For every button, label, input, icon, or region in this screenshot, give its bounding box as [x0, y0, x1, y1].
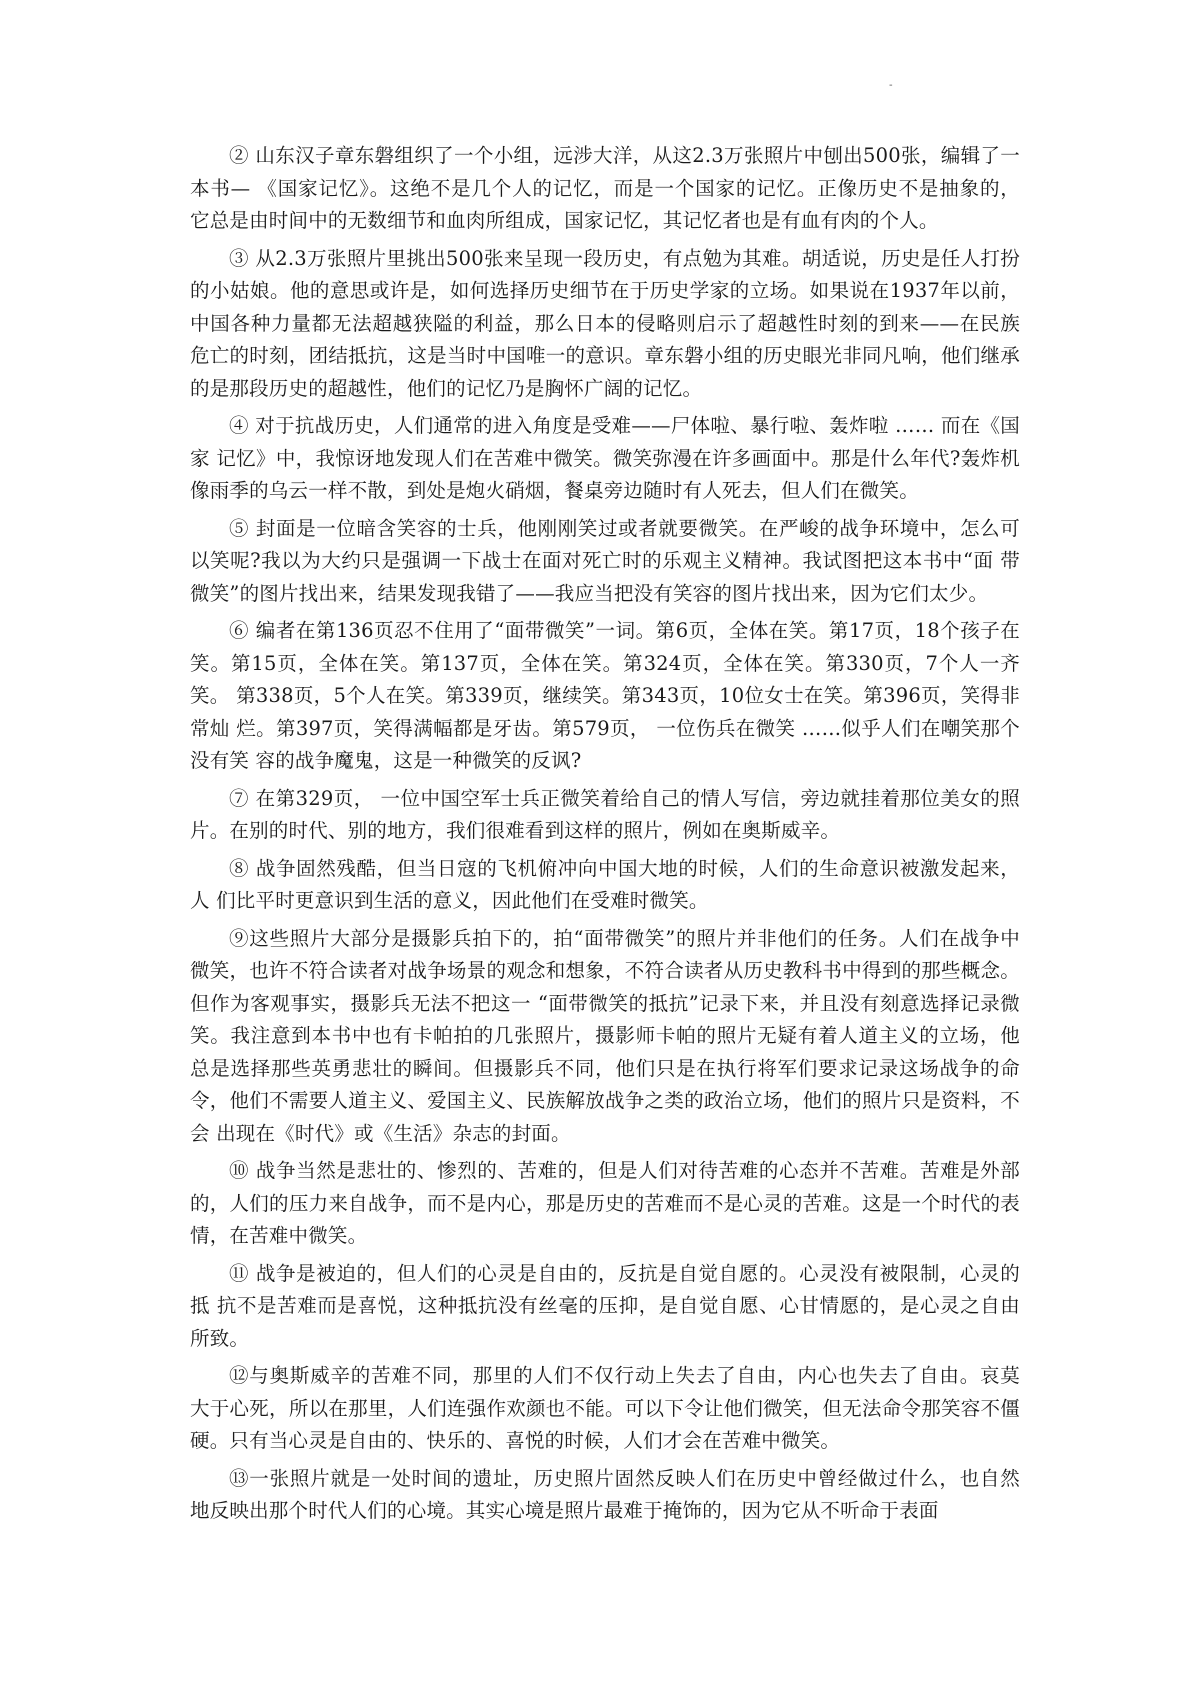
paragraph-9: ⑨这些照片大部分是摄影兵拍下的，拍“面带微笑”的照片并非他们的任务。人们在战争中 微笑，也许不符合读者对战争场景的观念和想象，不符合读者从历史教科书中得到的那些概念。 但作为客观事实，摄影兵无法不把这一 “面带微笑的抵抗”记录下来，并且没有刻意选择记录微 笑。我注意到本书中也有卡帕拍的几张照片，摄影师卡帕的照片无疑有着人道主义的立场，他 总是选择那些英勇悲壮的瞬间。但摄影兵不同，他们只是在执行将军们要求记录这场战争的命 令，他们不需要人道主义、爱国主义、民族解放战争之类的政治立场，他们的照片只是资料，不会 出现在《时代》或《生活》杂志的封面。 [190, 926, 1020, 1145]
paragraph-5: ⑤ 封面是一位暗含笑容的士兵，他刚刚笑过或者就要微笑。在严峻的战争环境中，怎么可 以笑呢?我以为大约只是强调一下战士在面对死亡时的乐观主义精神。我试图把这本书中“面 带微笑”的图片找出来，结果发现我错了——我应当把没有笑容的图片找出来，因为它们太少。 [190, 516, 1020, 605]
paragraph-6: ⑥ 编者在第136页忍不住用了“面带微笑”一词。第6页，全体在笑。第17页，18个孩子在 笑。第15页，全体在笑。第137页，全体在笑。第324页，全体在笑。第330页，7个人一齐笑。 第338页，5个人在笑。第339页，继续笑。第343页，10位女士在笑。第396页，笑得非常灿 烂。第397页，笑得满幅都是牙齿。第579页， 一位伤兵在微笑 ……似乎人们在嘲笑那个没有笑 容的战争魔鬼，这是一种微笑的反讽? [190, 619, 1020, 772]
paragraph-2: ② 山东汉子章东磐组织了一个小组，远涉大洋，从这2.3万张照片中刨出500张，编辑了一 本书— 《国家记忆》。这绝不是几个人的记忆，而是一个国家的记忆。正像历史不是抽象的， 它总是由时间中的无数细节和血肉所组成，国家记忆，其记忆者也是有血有肉的个人。 [190, 144, 1020, 232]
paragraph-7: ⑦ 在第329页， 一位中国空军士兵正微笑着给自己的情人写信，旁边就挂着那位美女的照 片。在别的时代、别的地方，我们很难看到这样的照片，例如在奥斯威辛。 [190, 786, 1020, 842]
paragraph-12: ⑫与奥斯威辛的苦难不同，那里的人们不仅行动上失去了自由，内心也失去了自由。哀莫 大于心死，所以在那里，人们连强作欢颜也不能。可以下令让他们微笑，但无法命令那笑容不僵 硬。只有当心灵是自由的、快乐的、喜悦的时候，人们才会在苦难中微笑。 [190, 1364, 1020, 1452]
paragraph-10: ⑩ 战争当然是悲壮的、惨烈的、苦难的，但是人们对待苦难的心态并不苦难。苦难是外部 的，人们的压力来自战争，而不是内心，那是历史的苦难而不是心灵的苦难。这是一个时代的表 情，在苦难中微笑。 [190, 1159, 1020, 1247]
paragraph-11: ⑪ 战争是被迫的，但人们的心灵是自由的，反抗是自觉自愿的。心灵没有被限制，心灵的抵 抗不是苦难而是喜悦，这种抵抗没有丝毫的压抑，是自觉自愿、心甘情愿的，是心灵之自由所致。 [190, 1261, 1020, 1350]
article-body [190, 140, 1020, 1533]
paragraph-8: ⑧ 战争固然残酷，但当日寇的飞机俯冲向中国大地的时候，人们的生命意识被激发起来，人 们比平时更意识到生活的意义，因此他们在受难时微笑。 [190, 856, 1020, 912]
paragraph-13: ⑬一张照片就是一处时间的遗址，历史照片固然反映人们在历史中曾经做过什么，也自然 地反映出那个时代人们的心境。其实心境是照片最难于掩饰的，因为它从不听命于表面 [190, 1466, 1020, 1522]
paragraph-3: ③ 从2.3万张照片里挑出500张来呈现一段历史，有点勉为其难。胡适说，历史是任人打扮 的小姑娘。他的意思或许是，如何选择历史细节在于历史学家的立场。如果说在1937年以前， 中国各种力量都无法超越狭隘的利益，那么日本的侵略则启示了超越性时刻的到来——在民族 危亡的时刻，团结抵抗，这是当时中国唯一的意识。章东磐小组的历史眼光非同凡响，他们继承 的是那段历史的超越性，他们的记忆乃是胸怀广阔的记忆。 [190, 246, 1020, 400]
paragraph-4: ④ 对于抗战历史，人们通常的进入角度是受难——尸体啦、暴行啦、轰炸啦 …… 而在《国家 记忆》中，我惊讶地发现人们在苦难中微笑。微笑弥漫在许多画面中。那是什么年代?轰炸机 像雨季的乌云一样不散，到处是炮火硝烟，餐桌旁边随时有人死去，但人们在微笑。 [190, 414, 1020, 502]
corner-mark: - [889, 80, 893, 91]
